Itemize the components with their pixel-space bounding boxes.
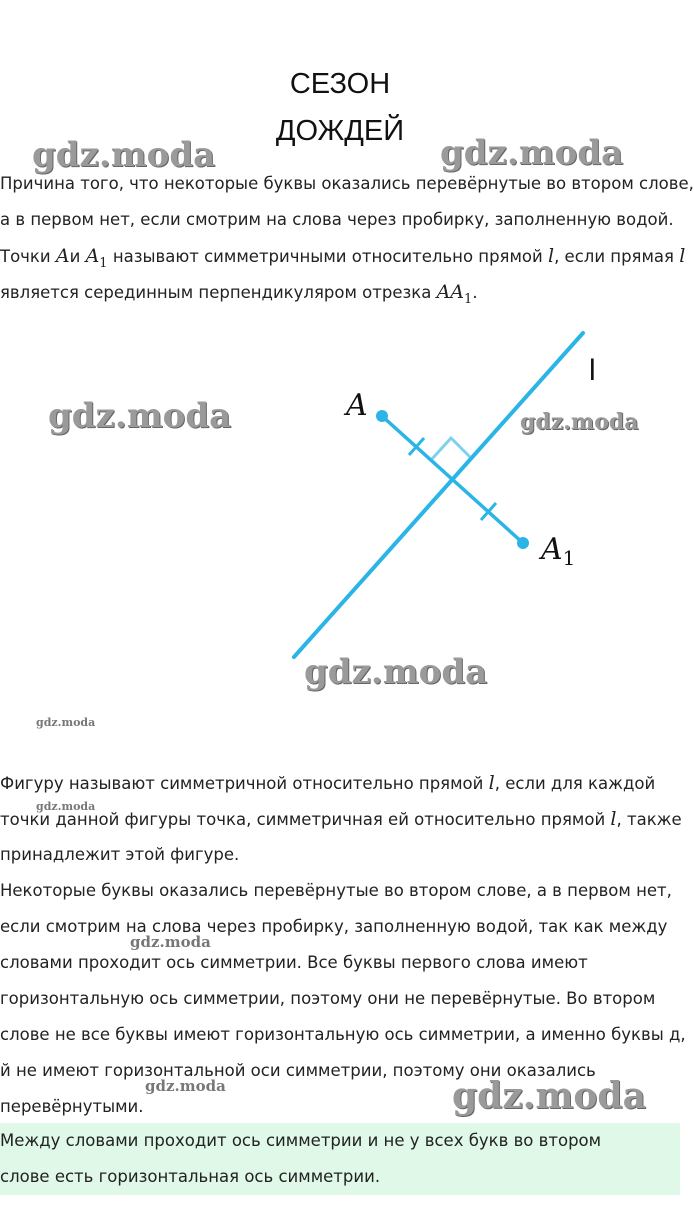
- def1-text-4: , если прямая: [554, 247, 680, 266]
- intro-line-2: а в первом нет, если смотрим на слова через пробирку, заполненную водой.: [0, 210, 674, 229]
- answer-paragraph: [0, 1123, 680, 1195]
- explanation-line: если смотрим на слова через пробирку, заполненную водой, так как между: [0, 917, 668, 936]
- right-angle-mark: [432, 438, 470, 459]
- watermark: gdz.moda: [520, 409, 639, 435]
- watermark: gdz.moda: [440, 133, 624, 173]
- segment-aa1: [382, 416, 523, 543]
- point-a: [376, 410, 388, 422]
- def2-line-3: принадлежит этой фигуре.: [0, 845, 240, 864]
- watermark: gdz.moda: [48, 396, 232, 436]
- def1-math-a: A: [55, 245, 70, 267]
- watermark: gdz.moda: [130, 933, 211, 951]
- answer-line-1: Между словами проходит ось симметрии и не у всех букв во втором: [0, 1131, 602, 1150]
- def1-math-aa1-base: AA: [436, 281, 465, 303]
- def1-text-6: .: [472, 283, 478, 302]
- explanation-line: словами проходит ось симметрии. Все буквы первого слова имеют: [0, 953, 588, 972]
- label-point-a1: [538, 532, 575, 570]
- def2-line-1: [0, 765, 680, 801]
- watermark: gdz.moda: [32, 135, 216, 175]
- def1-text-1: Точки: [0, 247, 56, 266]
- explanation-line: перевёрнутыми.: [0, 1097, 144, 1116]
- explanation-line: Некоторые буквы оказались перевёрнутые во втором слове, а в первом нет,: [0, 881, 672, 900]
- label-point-a: A: [346, 388, 368, 423]
- explanation-line: й не имеют горизонтальной оси симметрии, поэтому они оказались: [0, 1061, 596, 1080]
- point-a1: [517, 537, 529, 549]
- def1-math-a1-base: A: [85, 245, 100, 267]
- def2-line-2: [0, 801, 680, 837]
- def2-text-4: , также: [616, 810, 682, 829]
- answer-line-2: слове есть горизонтальная ось симметрии.: [0, 1167, 381, 1186]
- def1-math-a1-sub: 1: [99, 255, 108, 271]
- explanation-line: слове не все буквы имеют горизонтальную ось симметрии, а именно буквы д,: [0, 1025, 686, 1044]
- watermark: gdz.moda: [304, 652, 488, 692]
- symmetry-line-l: [294, 333, 583, 657]
- def2-math-l-2: l: [610, 808, 617, 830]
- label-line-l: l: [589, 354, 596, 387]
- definition-figure-paragraph: [0, 765, 680, 873]
- def1-text-3: называют симметричными относительно прямой: [107, 247, 548, 266]
- watermark: gdz.moda: [36, 716, 96, 729]
- page-title-line-1: СЕЗОН: [289, 68, 391, 100]
- label-point-a1-base: A: [541, 532, 563, 567]
- def2-text-1: Фигуру называют симметричной относительно прямой: [0, 774, 489, 793]
- answer-box: [0, 1123, 680, 1195]
- def1-text-2: и: [69, 247, 86, 266]
- label-point-a1-sub: 1: [562, 546, 576, 570]
- page-title-line-2: ДОЖДЕЙ: [275, 115, 405, 147]
- def2-text-2: , если для каждой: [494, 774, 656, 793]
- def1-math-l-2: l: [679, 245, 686, 267]
- watermark: gdz.moda: [145, 1077, 226, 1095]
- def2-text-3: точки данной фигуры точка, симметричная ей относительно прямой: [0, 810, 611, 829]
- def2-math-l-1: l: [488, 772, 495, 794]
- def1-math-l-1: l: [547, 245, 555, 267]
- intro-line-1: Причина того, что некоторые буквы оказались перевёрнутые во втором слове,: [0, 174, 694, 193]
- def1-math-aa1-sub: 1: [464, 291, 473, 307]
- watermark: gdz.moda: [452, 1075, 646, 1117]
- explanation-line: горизонтальную ось симметрии, поэтому они не перевёрнутые. Во втором: [0, 989, 656, 1008]
- def1-text-5: является серединным перпендикуляром отрезка: [0, 283, 437, 302]
- watermark: gdz.moda: [36, 800, 96, 813]
